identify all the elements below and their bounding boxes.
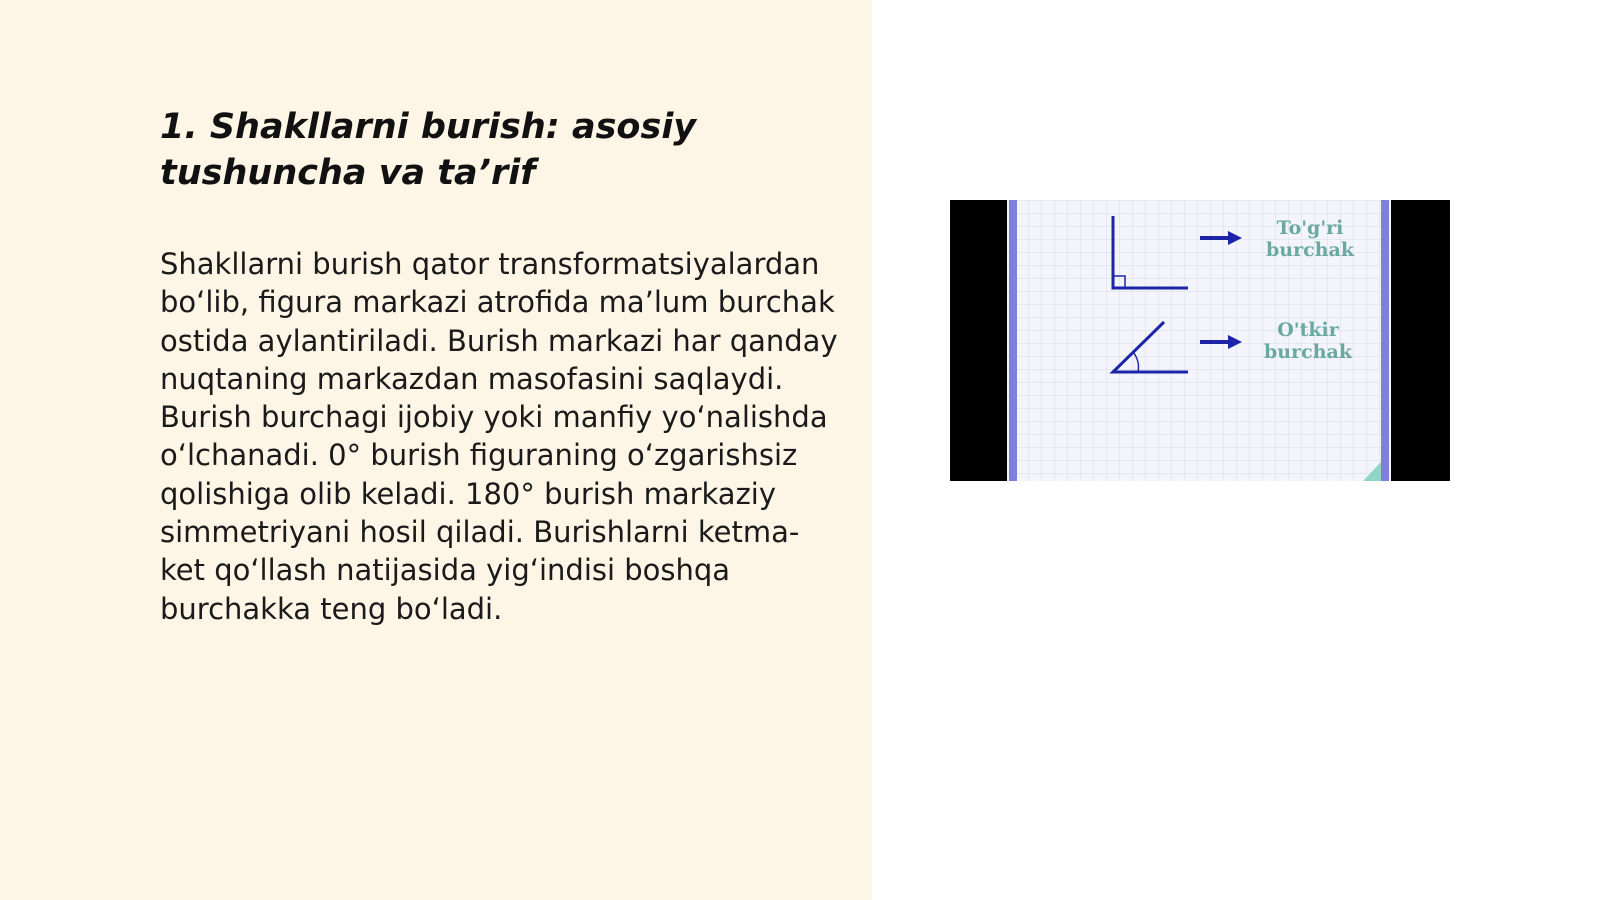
- acute-angle-label-line1: O'tkir: [1277, 319, 1339, 341]
- right-angle-label-line2: burchak: [1266, 239, 1354, 261]
- angle-types-image: [950, 200, 1450, 481]
- right-angle-label-line1: To'g'ri: [1276, 217, 1344, 239]
- right-border-bar: [1381, 200, 1389, 481]
- slide-title: 1. Shakllarni burish: asosiy tushuncha va ta’rif: [160, 107, 697, 193]
- slide-body-text: Shakllarni burish qator transformatsiyalardan bo‘lib, figura markazi atrofida ma’lum burchak ostida aylantiriladi. Burish markazi har qanday nuqtaning markazdan masofasini saqlaydi. Burish burchagi ijobiy yoki manfiy yo‘nalishda o‘lchanadi. 0° burish figuraning o‘zgarishsiz qolishiga olib keladi. 180° burish markaziy simmetriyani hosil qiladi. Burishlarni ketma-ket qo‘llash natijasida yig‘indisi boshqa burchakka teng bo‘ladi.: [160, 247, 838, 626]
- left-border-bar: [1009, 200, 1017, 481]
- angle-types-illustration: [950, 200, 1450, 481]
- acute-angle-label-line2: burchak: [1264, 341, 1352, 363]
